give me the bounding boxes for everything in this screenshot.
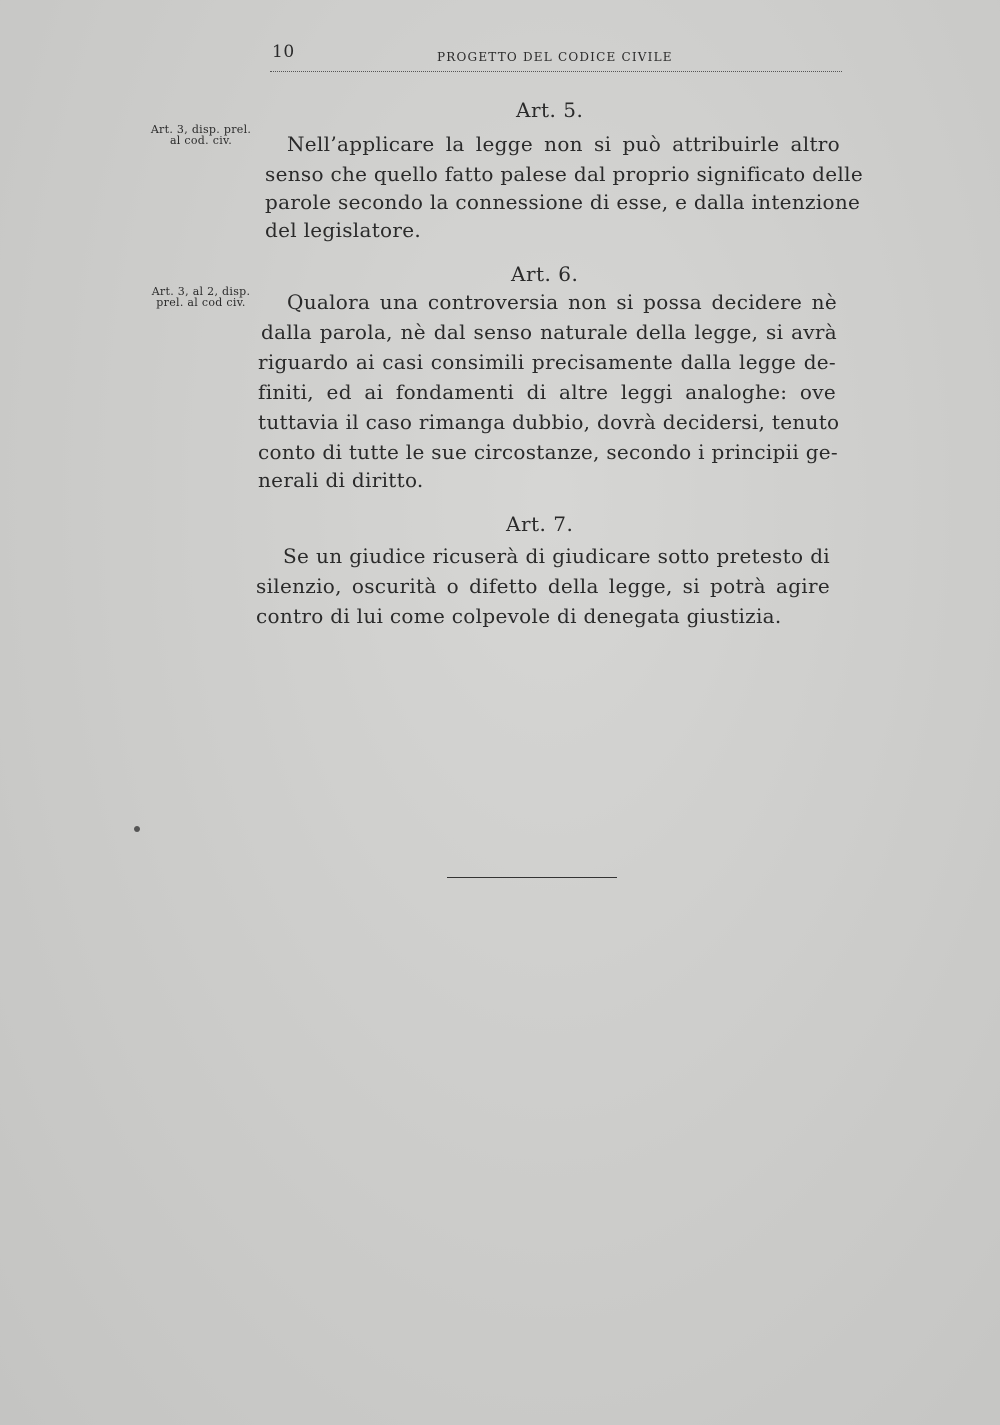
- margin-note-line: Art. 3, disp. prel.: [150, 123, 252, 136]
- article-5-line: parole secondo la connessione di esse, e dalla intenzione: [265, 190, 861, 214]
- article-6-line: Qualora una controversia non si possa decidere nè: [287, 290, 837, 314]
- article-5-line: senso che quello fatto palese dal proprio significato delle: [265, 162, 863, 186]
- article-heading-7: Art. 7.: [506, 512, 574, 536]
- end-rule: [447, 877, 617, 878]
- article-7-line: Se un giudice ricuserà di giudicare sotto pretesto di: [283, 544, 830, 568]
- margin-note-line: Art. 3, al 2, disp.: [151, 285, 251, 298]
- margin-note-line: prel. al cod civ.: [156, 296, 246, 309]
- article-7-line: silenzio, oscurità o difetto della legge, si potrà agire: [256, 574, 830, 598]
- article-6-line: tuttavia il caso rimanga dubbio, dovrà decidersi, tenuto: [258, 410, 840, 434]
- margin-note-art6: [146, 286, 256, 308]
- ink-speck: [134, 826, 140, 832]
- margin-note-line: al cod. civ.: [169, 134, 233, 147]
- article-6-line: conto di tutte le sue circostanze, secondo i principii ge-: [258, 440, 838, 464]
- running-title: PROGETTO DEL CODICE CIVILE: [437, 50, 673, 64]
- page-number: 10: [272, 42, 295, 62]
- article-7-line: contro di lui come colpevole di denegata giustizia.: [256, 604, 782, 628]
- article-heading-5: Art. 5.: [516, 98, 584, 122]
- header-rule: [270, 71, 842, 72]
- article-5-line: Nell’applicare la legge non si può attribuirle altro: [287, 132, 840, 156]
- margin-note-art5: [146, 124, 256, 146]
- article-6-line: finiti, ed ai fondamenti di altre leggi analoghe: ove: [258, 380, 836, 404]
- article-6-line: dalla parola, nè dal senso naturale della legge, si avrà: [261, 320, 837, 344]
- article-5-line: del legislatore.: [265, 218, 422, 242]
- article-heading-6: Art. 6.: [511, 262, 579, 286]
- page-header: [270, 38, 845, 78]
- article-6-line: riguardo ai casi consimili precisamente dalla legge de-: [258, 350, 836, 374]
- article-6-line: nerali di diritto.: [258, 468, 424, 492]
